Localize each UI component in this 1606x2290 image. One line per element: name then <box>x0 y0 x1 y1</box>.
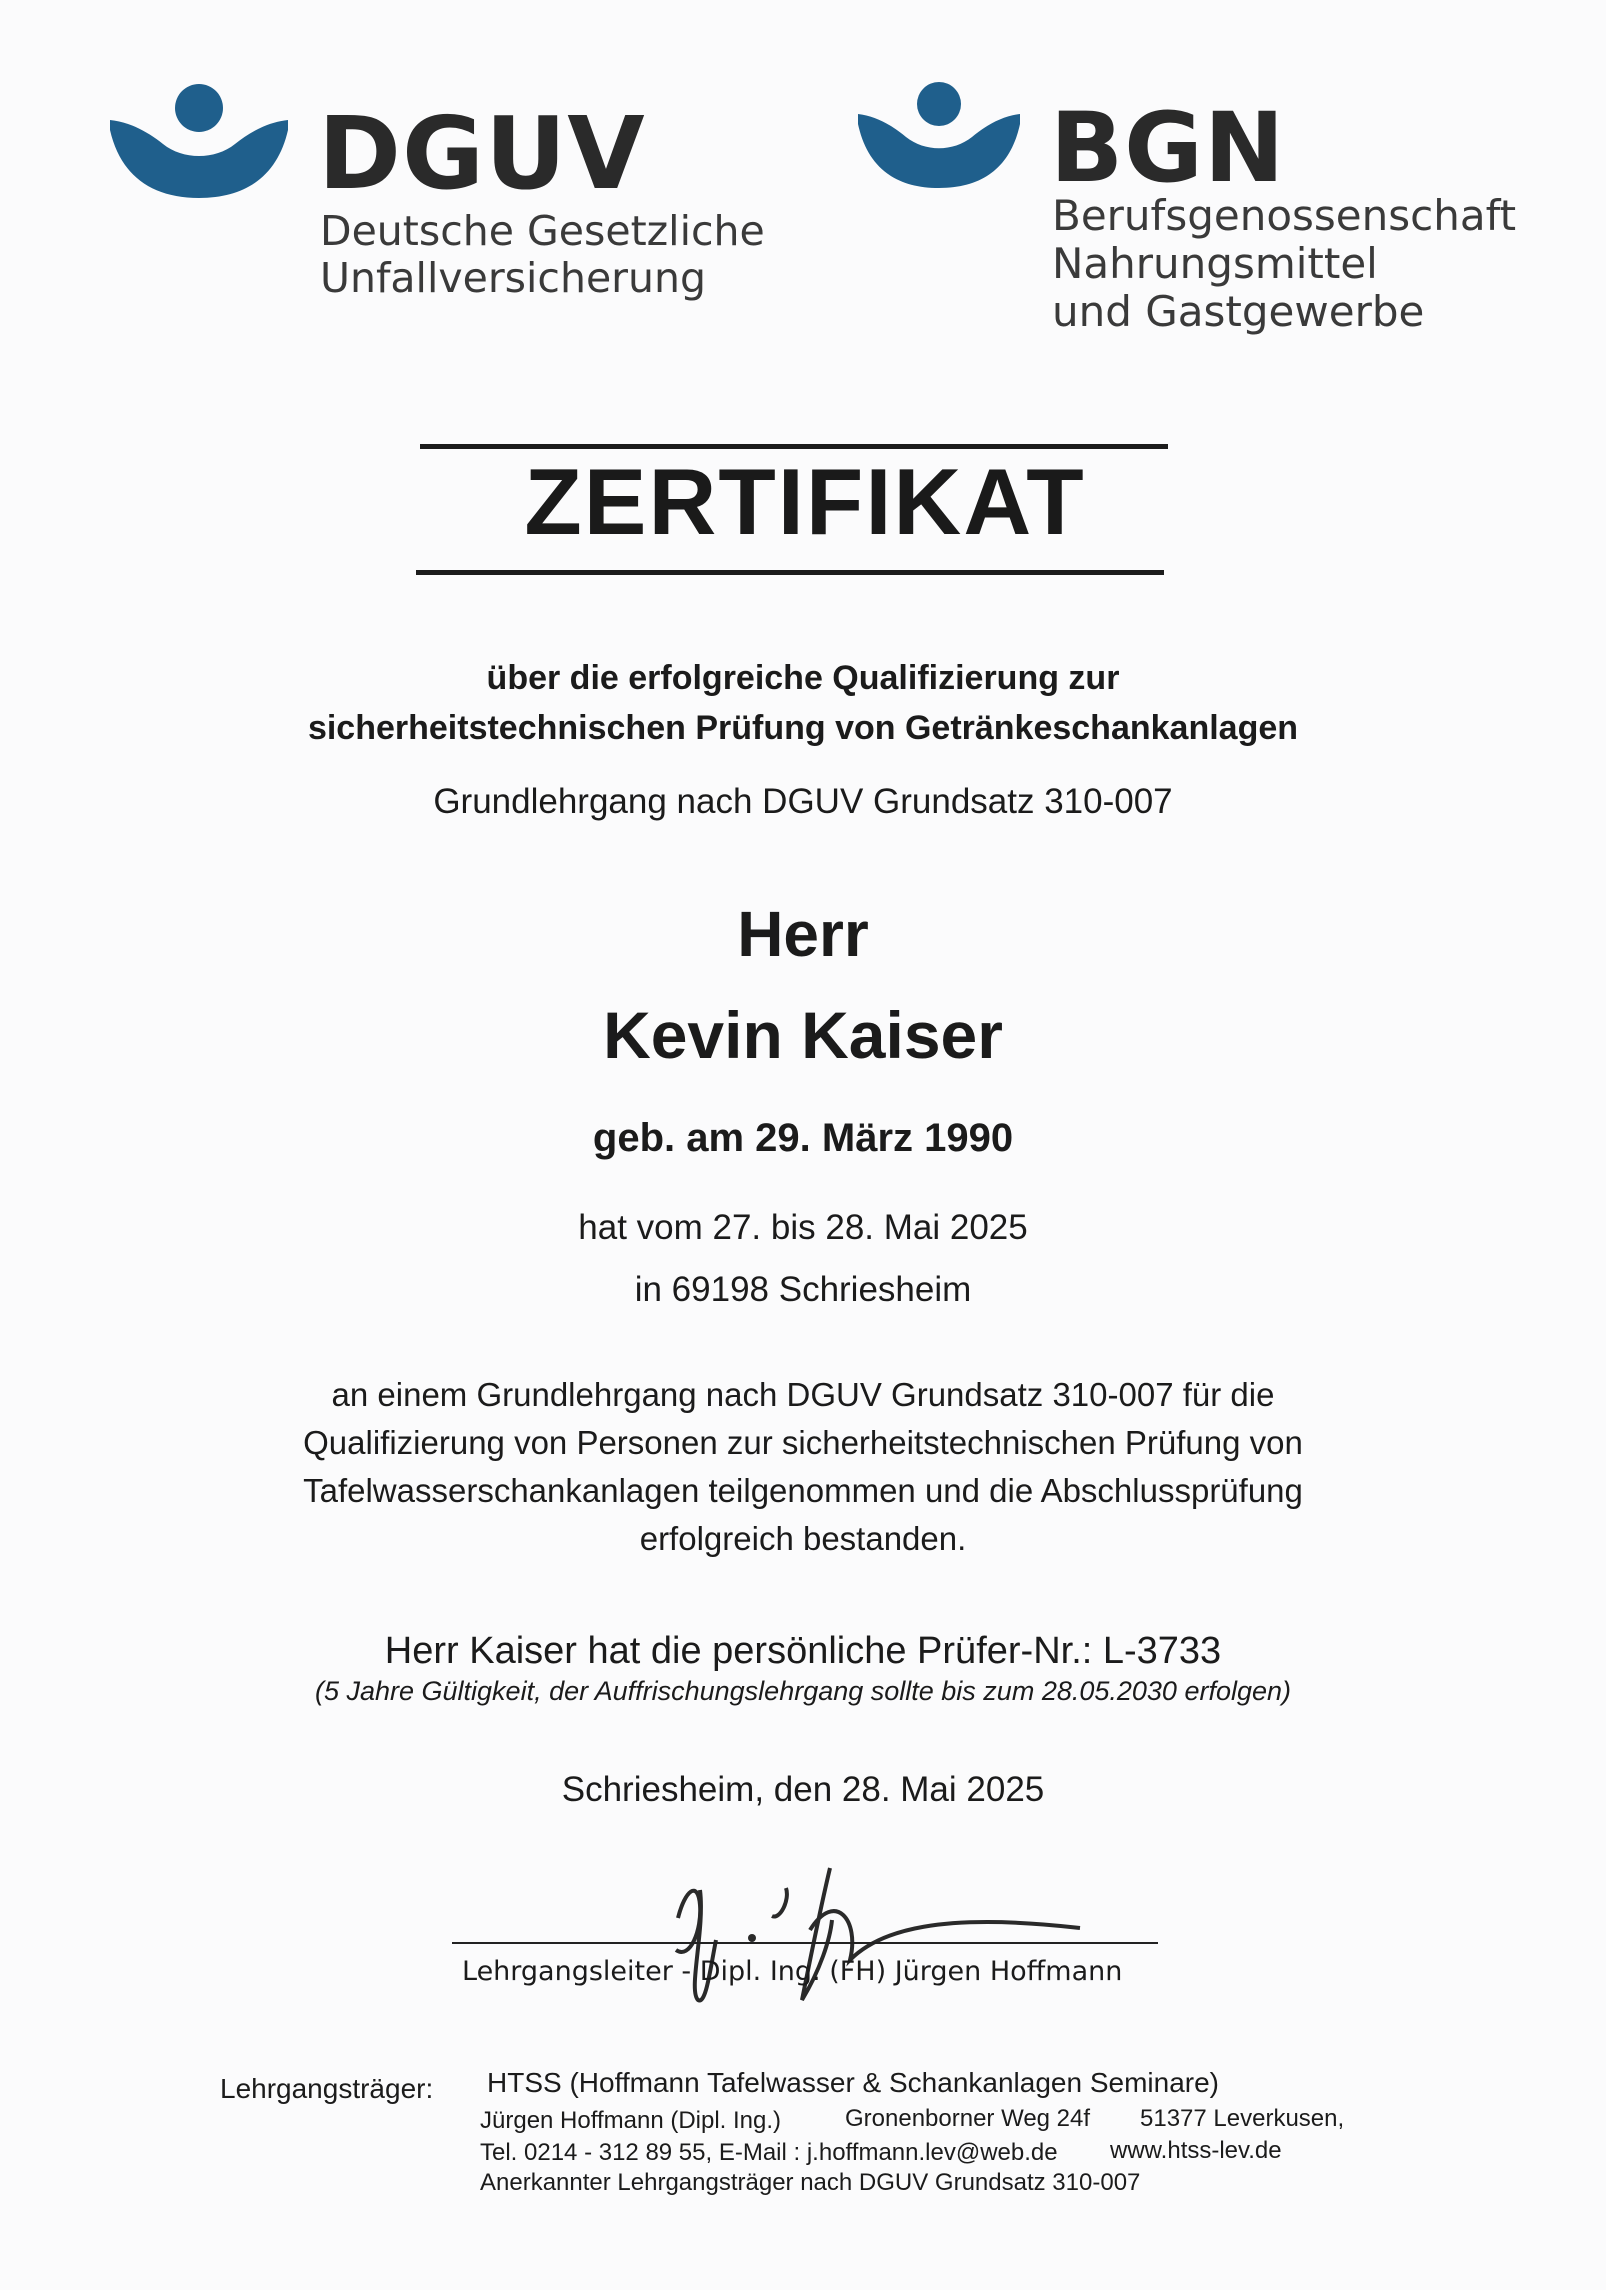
body-line1: an einem Grundlehrgang nach DGUV Grundsatz 310-007 für die <box>331 1376 1275 1413</box>
validity-note: (5 Jahre Gültigkeit, der Auffrischungslehrgang sollte bis zum 28.05.2030 erfolgen) <box>314 1676 1292 1706</box>
certificate-body <box>0 1371 1606 1563</box>
signature-label: Lehrgangsleiter - Dipl. Ing. (FH) Jürgen Hoffmann <box>462 1956 1123 1987</box>
recipient-salutation: Herr <box>737 898 869 970</box>
handwritten-signature <box>660 1850 1100 2030</box>
footer-website: www.htss-lev.de <box>1110 2137 1282 2164</box>
course-location: in 69198 Schriesheim <box>634 1270 972 1309</box>
bgn-subtitle-line1: Berufsgenossenschaft <box>1052 191 1517 240</box>
title-rule-bottom <box>416 570 1164 575</box>
bgn-subtitle <box>1052 192 1516 336</box>
place-and-date: Schriesheim, den 28. Mai 2025 <box>561 1770 1045 1809</box>
recipient-name: Kevin Kaiser <box>603 998 1003 1072</box>
course-name: Grundlehrgang nach DGUV Grundsatz 310-007 <box>433 782 1173 821</box>
certificate-subtitle <box>0 653 1606 753</box>
dguv-wordmark: DGUV <box>318 95 646 212</box>
subtitle-line2: sicherheitstechnischen Prüfung von Getränkeschankanlagen <box>307 709 1299 747</box>
body-line3: Tafelwasserschankanlagen teilgenommen und die Abschlussprüfung <box>303 1472 1303 1509</box>
footer-label: Lehrgangsträger: <box>220 2073 434 2104</box>
bgn-person-icon <box>856 80 1022 190</box>
footer-recognition: Anerkannter Lehrgangsträger nach DGUV Grundsatz 310-007 <box>480 2169 1141 2196</box>
body-line2: Qualifizierung von Personen zur sicherheitstechnischen Prüfung von <box>303 1424 1303 1461</box>
examiner-number: Herr Kaiser hat die persönliche Prüfer-Nr.: L-3733 <box>384 1630 1222 1672</box>
subtitle-line1: über die erfolgreiche Qualifizierung zur <box>486 659 1120 697</box>
bgn-subtitle-line3: und Gastgewerbe <box>1052 286 1425 336</box>
bgn-subtitle-line2: Nahrungsmittel <box>1052 238 1378 288</box>
footer-phone-email: Tel. 0214 - 312 89 55, E-Mail : j.hoffmann.lev@web.de <box>480 2139 1058 2166</box>
certificate-title: ZERTIFIKAT <box>524 449 1086 554</box>
recipient-birthdate: geb. am 29. März 1990 <box>592 1116 1014 1160</box>
footer-street: Gronenborner Weg 24f <box>845 2105 1091 2132</box>
bgn-wordmark: BGN <box>1050 92 1286 204</box>
course-period: hat vom 27. bis 28. Mai 2025 <box>578 1208 1028 1247</box>
signature-line <box>452 1942 1158 1944</box>
body-line4: erfolgreich bestanden. <box>639 1520 967 1557</box>
dguv-person-icon <box>108 82 290 200</box>
footer-org: HTSS (Hoffmann Tafelwasser & Schankanlagen Seminare) <box>487 2067 1219 2098</box>
dguv-subtitle-line1: Deutsche Gesetzliche <box>320 207 765 255</box>
dguv-subtitle <box>320 208 765 301</box>
footer-contact-name: Jürgen Hoffmann (Dipl. Ing.) <box>480 2107 782 2134</box>
footer-city: 51377 Leverkusen, <box>1140 2105 1345 2132</box>
dguv-subtitle-line2: Unfallversicherung <box>320 253 707 302</box>
